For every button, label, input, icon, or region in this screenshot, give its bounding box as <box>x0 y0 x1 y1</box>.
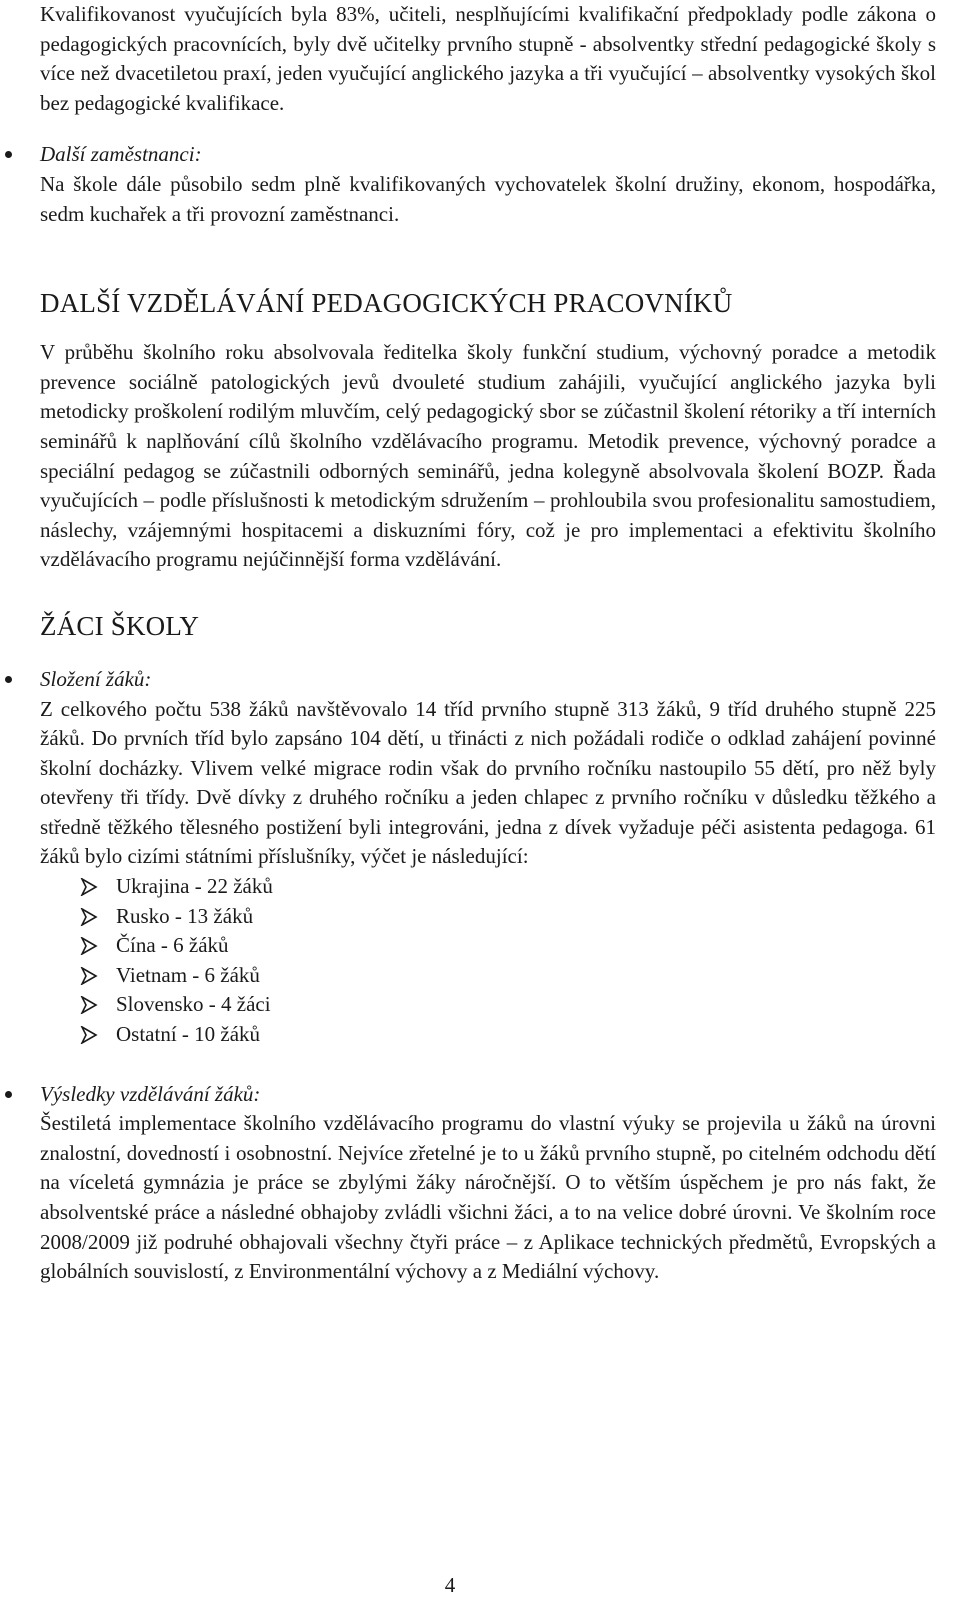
arrow-bullet-icon <box>80 996 98 1014</box>
nationality-label: Rusko - 13 žáků <box>116 903 254 928</box>
arrow-bullet-icon <box>80 967 98 985</box>
nationality-label: Vietnam - 6 žáků <box>116 962 260 987</box>
nationality-label: Ukrajina - 22 žáků <box>116 874 273 899</box>
results-paragraph: Šestiletá implementace školního vzdělávacího programu do vlastní výuky se projevila u žáků na úrovni znalostní, dovedností i osobnostní. Nejvíce zřetelné je to u žáků prvního stupně, po citelném odchodu dětí na víceletá gymnázia je práce se zbylými žáky náročnější. O to větším úspěchem je pro nás fakt, že absolventské práce a následné obhajoby zvládli všichni žáci, a to na velice dobré úrovni. Ve školním roce 2008/2009 již podruhé obhajovali všechny čtyři práce – z Aplikace technických předmětů, Evropských a globálních souvislostí, z Environmentální výchovy a z Mediální výchovy. <box>40 1111 936 1284</box>
list-item <box>80 1020 936 1050</box>
other-staff-section <box>40 140 936 229</box>
page-number: 4 <box>444 1573 456 1597</box>
students-heading: ŽÁCI ŠKOLY <box>40 610 200 641</box>
training-paragraph: V průběhu školního roku absolvovala ředitelka školy funkční studium, výchovný poradce a metodik prevence sociálně patologických jevů dvouleté studium zahájili, vyučující anglického jazyka byli metodicky proškolení rodilým mluvčím, celý pedagogický sbor se zúčastnil školení rétoriky a tří interních seminářů k naplňování cílů školního vzdělávacího programu. Metodik prevence, výchovný poradce a speciální pedagog se zúčastnili odborných seminářů, jedna kolegyně absolvovala školení BOZP. Řada vyučujících – podle příslušnosti k metodickým sdružením – prohloubila svou profesionalitu samostudiem, náslechy, vzájemnými hospitacemi a diskuzními fóry, což je pro implementaci a efektivitu školního vzdělávacího programu nejúčinnější forma vzdělávání. <box>40 340 936 572</box>
list-item <box>80 902 936 932</box>
bullet-icon <box>5 1091 12 1098</box>
nationality-list <box>40 872 936 1050</box>
document-page <box>40 0 936 1287</box>
list-item <box>80 931 936 961</box>
arrow-bullet-icon <box>80 1026 98 1044</box>
other-staff-paragraph: Na škole dále působilo sedm plně kvalifikovaných vychovatelek školní družiny, ekonom, hospodářka, sedm kuchařek a tři provozní zaměstnanci. <box>40 171 936 226</box>
list-item <box>80 872 936 902</box>
arrow-bullet-icon <box>80 908 98 926</box>
bullet-icon <box>5 676 12 683</box>
nationality-label: Ostatní - 10 žáků <box>116 1022 261 1047</box>
nationality-label: Slovensko - 4 žáci <box>116 992 271 1017</box>
arrow-bullet-icon <box>80 937 98 955</box>
nationality-label: Čína - 6 žáků <box>116 933 229 958</box>
results-heading: Výsledky vzdělávání žáků: <box>40 1081 261 1106</box>
list-item <box>80 961 936 991</box>
composition-paragraph: Z celkového počtu 538 žáků navštěvovalo 14 tříd prvního stupně 313 žáků, 9 tříd druhého stupně 225 žáků. Do prvních tříd bylo zapsáno 104 dětí, u třinácti z nich požádali rodiče o odklad zahájení povinné školní docházky. Vlivem velké migrace rodin však do prvního ročníku nastoupilo 55 dětí, pro něž byly otevřeny tři třídy. Dvě dívky z druhého ročníku a jeden chlapec z prvního ročníku v důsledku těžkého a středně těžkého tělesného postižení byli integrováni, jedna z dívek vyžaduje péči asistenta pedagoga. 61 žáků bylo cizími státními příslušníky, výčet je následující: <box>40 696 936 869</box>
arrow-bullet-icon <box>80 878 98 896</box>
training-heading: DALŠÍ VZDĚLÁVÁNÍ PEDAGOGICKÝCH PRACOVNÍKŮ <box>40 288 733 319</box>
results-section <box>40 1080 936 1287</box>
intro-paragraph: Kvalifikovanost vyučujících byla 83%, učiteli, nesplňujícími kvalifikační předpoklady podle zákona o pedagogických pracovnících, byly dvě učitelky prvního stupně - absolventky střední pedagogické školy s více než dvacetiletou praxí, jeden vyučující anglického jazyka a tři vyučující – absolventky vysokých škol bez pedagogické kvalifikace. <box>40 2 936 115</box>
composition-heading: Složení žáků: <box>40 666 152 691</box>
composition-section <box>40 665 936 1050</box>
other-staff-heading: Další zaměstnanci: <box>40 142 202 167</box>
bullet-icon <box>5 151 12 158</box>
list-item <box>80 990 936 1020</box>
